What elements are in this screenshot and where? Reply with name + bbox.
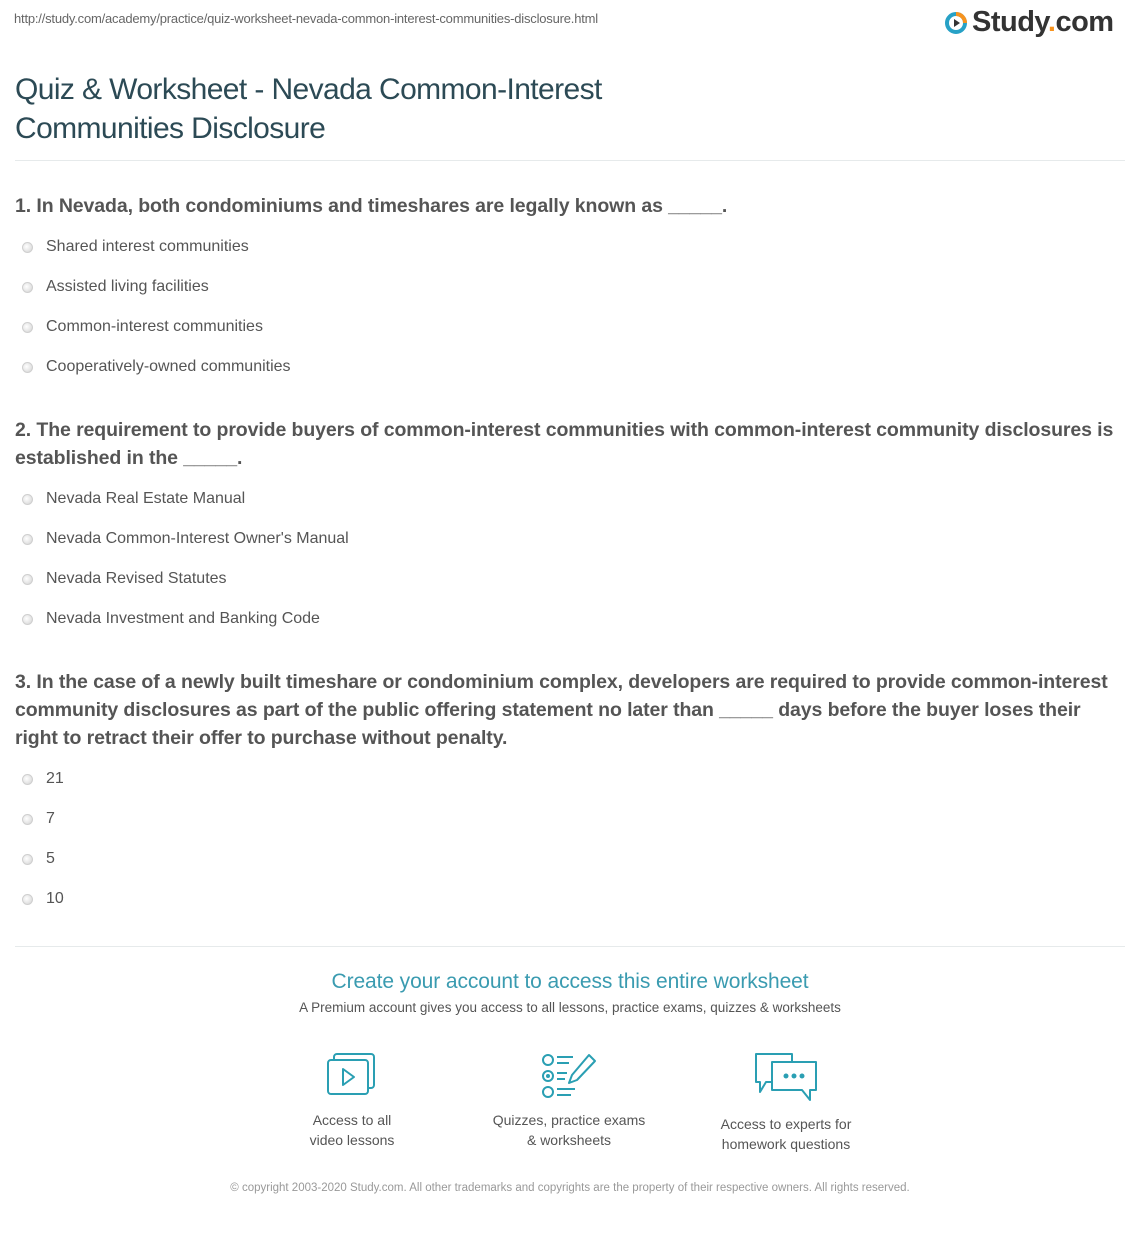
feature-label: Access to all — [312, 1112, 392, 1128]
question-3-options — [22, 759, 64, 919]
feature-label: Access to experts for — [720, 1116, 852, 1132]
page-url: http://study.com/academy/practice/quiz-worksheet-nevada-common-interest-communities-disclosure.html — [14, 11, 598, 26]
copyright-notice: © copyright 2003-2020 Study.com. All other trademarks and copyrights are the property of their respective owners. All rights reserved. — [230, 1182, 910, 1194]
option-label: 7 — [46, 810, 55, 827]
feature-label: & worksheets — [526, 1132, 612, 1148]
answer-option[interactable] — [22, 559, 349, 599]
radio-button[interactable] — [22, 494, 33, 505]
answer-option[interactable] — [22, 759, 64, 799]
feature-experts — [691, 1052, 881, 1154]
radio-button[interactable] — [22, 814, 33, 825]
answer-option[interactable] — [22, 479, 349, 519]
page-title: Quiz & Worksheet - Nevada Common-Interest Communities Disclosure — [15, 73, 602, 145]
feature-label: video lessons — [309, 1132, 395, 1148]
cta-subtitle: A Premium account gives you access to all lessons, practice exams, quizzes & worksheets — [299, 1000, 841, 1015]
option-label: 10 — [46, 890, 64, 907]
option-label: 21 — [46, 770, 64, 787]
radio-button[interactable] — [22, 322, 33, 333]
option-label: Nevada Real Estate Manual — [46, 490, 246, 507]
answer-option[interactable] — [22, 839, 64, 879]
question-1-options — [22, 227, 291, 387]
feature-quizzes — [474, 1052, 664, 1150]
option-label: 5 — [46, 850, 55, 867]
radio-button[interactable] — [22, 774, 33, 785]
answer-option[interactable] — [22, 799, 64, 839]
option-label: Common-interest communities — [46, 318, 263, 335]
answer-option[interactable] — [22, 347, 291, 387]
quiz-checklist-icon — [541, 1052, 597, 1098]
feature-label: Quizzes, practice exams — [492, 1112, 646, 1128]
play-circle-icon — [944, 11, 968, 35]
answer-option[interactable] — [22, 267, 291, 307]
feature-label: homework questions — [721, 1136, 851, 1152]
study-logo[interactable] — [944, 6, 1114, 39]
option-label: Nevada Investment and Banking Code — [46, 610, 320, 627]
answer-option[interactable] — [22, 599, 349, 639]
radio-button[interactable] — [22, 282, 33, 293]
radio-button[interactable] — [22, 614, 33, 625]
radio-button[interactable] — [22, 362, 33, 373]
answer-option[interactable] — [22, 307, 291, 347]
option-label: Cooperatively-owned communities — [46, 358, 291, 375]
title-divider — [15, 160, 1125, 161]
radio-button[interactable] — [22, 894, 33, 905]
answer-option[interactable] — [22, 879, 64, 919]
question-1: 1. In Nevada, both condominiums and timeshares are legally known as _____. — [15, 195, 728, 217]
feature-video-lessons — [257, 1052, 447, 1150]
answer-option[interactable] — [22, 519, 349, 559]
cta-divider — [15, 946, 1125, 947]
option-label: Assisted living facilities — [46, 278, 209, 295]
radio-button[interactable] — [22, 534, 33, 545]
radio-button[interactable] — [22, 854, 33, 865]
video-lessons-icon — [326, 1052, 378, 1098]
radio-button[interactable] — [22, 574, 33, 585]
answer-option[interactable] — [22, 227, 291, 267]
question-2: 2. The requirement to provide buyers of common-interest communities with common-interest community disclosures is established in the _____. — [15, 419, 1114, 469]
chat-bubbles-icon — [754, 1052, 818, 1102]
question-3: 3. In the case of a newly built timeshare or condominium complex, developers are required to provide common-interest community disclosures as part of the public offering statement no later than _____ days before the buyer loses their right to retract their offer to purchase without penalty. — [15, 671, 1108, 749]
question-2-options — [22, 479, 349, 639]
option-label: Nevada Common-Interest Owner's Manual — [46, 530, 349, 547]
option-label: Nevada Revised Statutes — [46, 570, 227, 587]
radio-button[interactable] — [22, 242, 33, 253]
option-label: Shared interest communities — [46, 238, 249, 255]
create-account-link[interactable]: Create your account to access this entire worksheet — [331, 970, 809, 993]
logo-text: Study.com — [972, 6, 1114, 38]
